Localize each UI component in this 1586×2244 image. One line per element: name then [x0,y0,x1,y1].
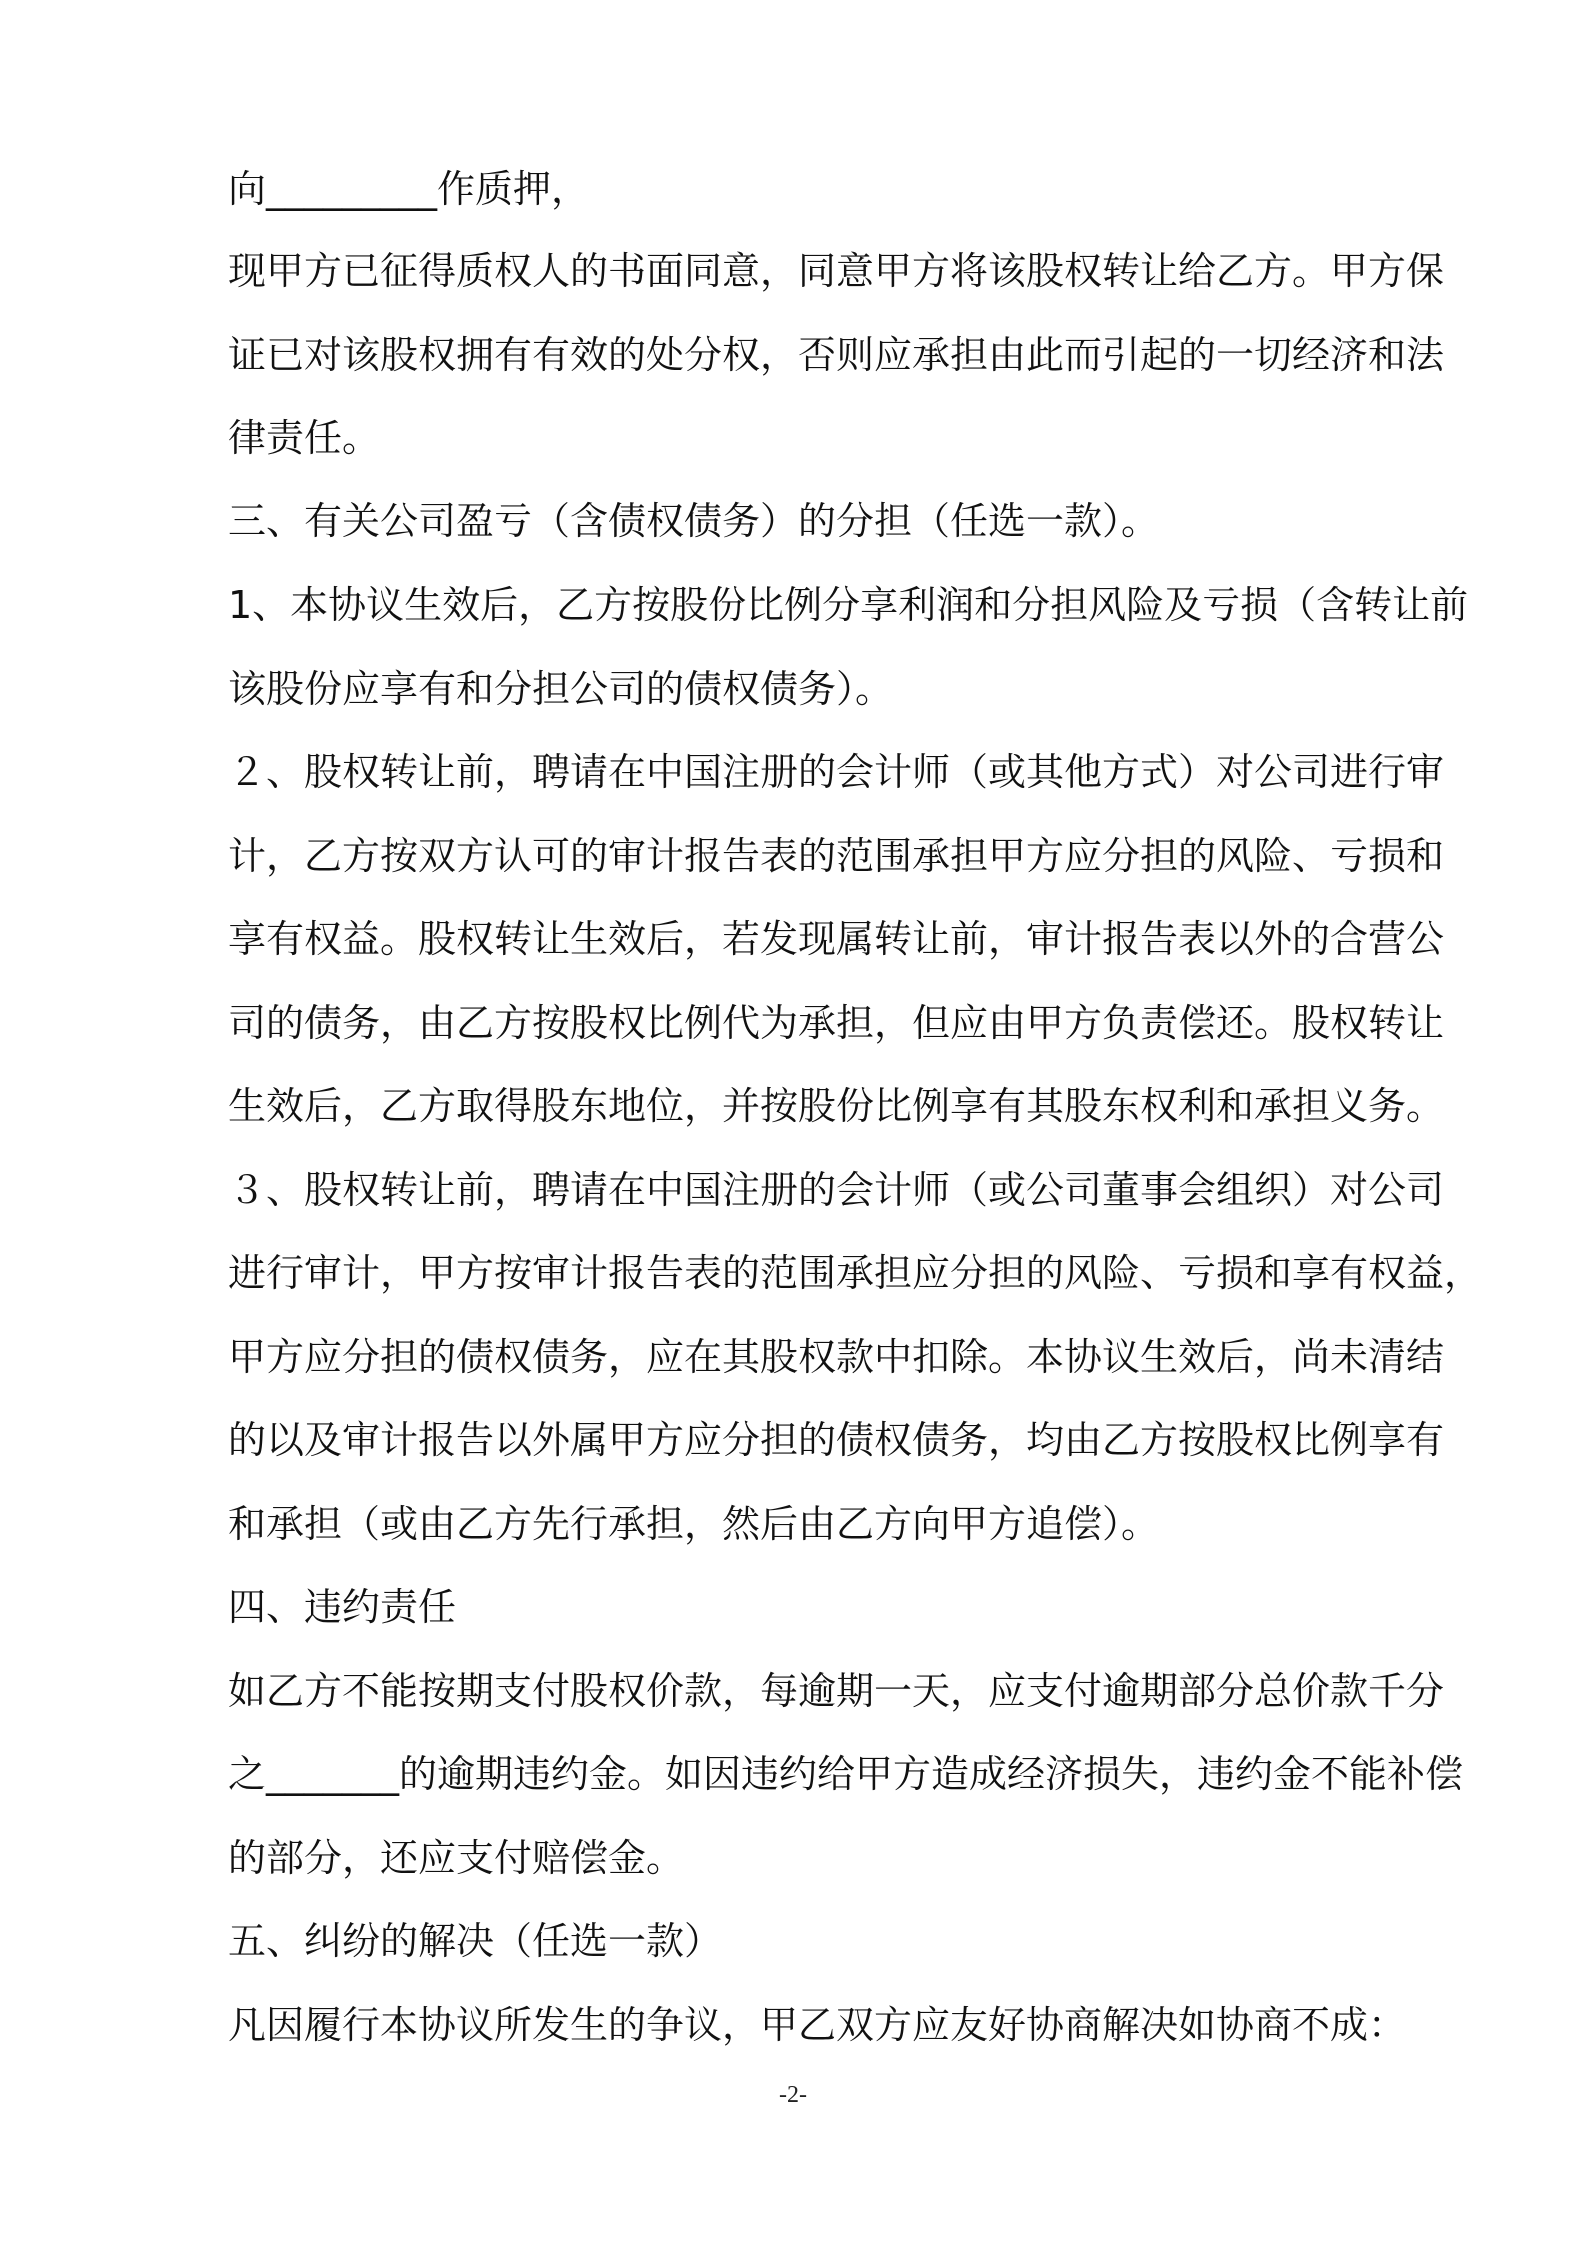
text-line: 证已对该股权拥有有效的处分权，否则应承担由此而引起的一切经济和法 [228,333,1445,377]
text-line: 1、本协议生效后，乙方按股份比例分享利润和分担风险及亏损（含转让前 [228,583,1469,627]
text-line: 的部分，还应支付赔偿金。 [228,1836,685,1880]
text-line: 如乙方不能按期支付股权价款，每逾期一天，应支付逾期部分总价款千分 [228,1669,1445,1713]
text-line: 进行审计，甲方按审计报告表的范围承担应分担的风险、亏损和享有权益， [228,1251,1483,1295]
section-heading: 四、违约责任 [228,1585,457,1629]
text-line: 的以及审计报告以外属甲方应分担的债权债务，均由乙方按股权比例享有 [228,1418,1445,1462]
text-line: ２、股权转让前，聘请在中国注册的会计师（或其他方式）对公司进行审 [228,750,1445,794]
text-line: 享有权益。股权转让生效后，若发现属转让前，审计报告表以外的合营公 [228,917,1445,961]
text-line: 向_________作质押， [228,167,590,211]
text-line: 和承担（或由乙方先行承担，然后由乙方向甲方追偿）。 [228,1502,1160,1546]
text-line: 司的债务，由乙方按股权比例代为承担，但应由甲方负责偿还。股权转让 [228,1001,1445,1045]
text-line: 凡因履行本协议所发生的争议，甲乙双方应友好协商解决如协商不成： [228,2003,1407,2047]
text-line: 甲方应分担的债权债务，应在其股权款中扣除。本协议生效后，尚未清结 [228,1335,1445,1379]
text-line: 计，乙方按双方认可的审计报告表的范围承担甲方应分担的风险、亏损和 [228,834,1445,878]
text-line: 律责任。 [228,416,381,460]
text-line: 之_______的逾期违约金。如因违约给甲方造成经济损失，违约金不能补偿 [228,1752,1464,1796]
text-line: ３、股权转让前，聘请在中国注册的会计师（或公司董事会组织）对公司 [228,1168,1445,1212]
section-heading: 五、纠纷的解决（任选一款） [228,1919,723,1963]
page-number: -2- [779,2082,807,2108]
text-line: 生效后，乙方取得股东地位，并按股份比例享有其股东权利和承担义务。 [228,1084,1445,1128]
text-line: 现甲方已征得质权人的书面同意，同意甲方将该股权转让给乙方。甲方保 [228,249,1445,293]
text-line: 该股份应享有和分担公司的债权债务）。 [228,667,894,711]
section-heading: 三、有关公司盈亏（含债权债务）的分担（任选一款）。 [228,499,1160,543]
